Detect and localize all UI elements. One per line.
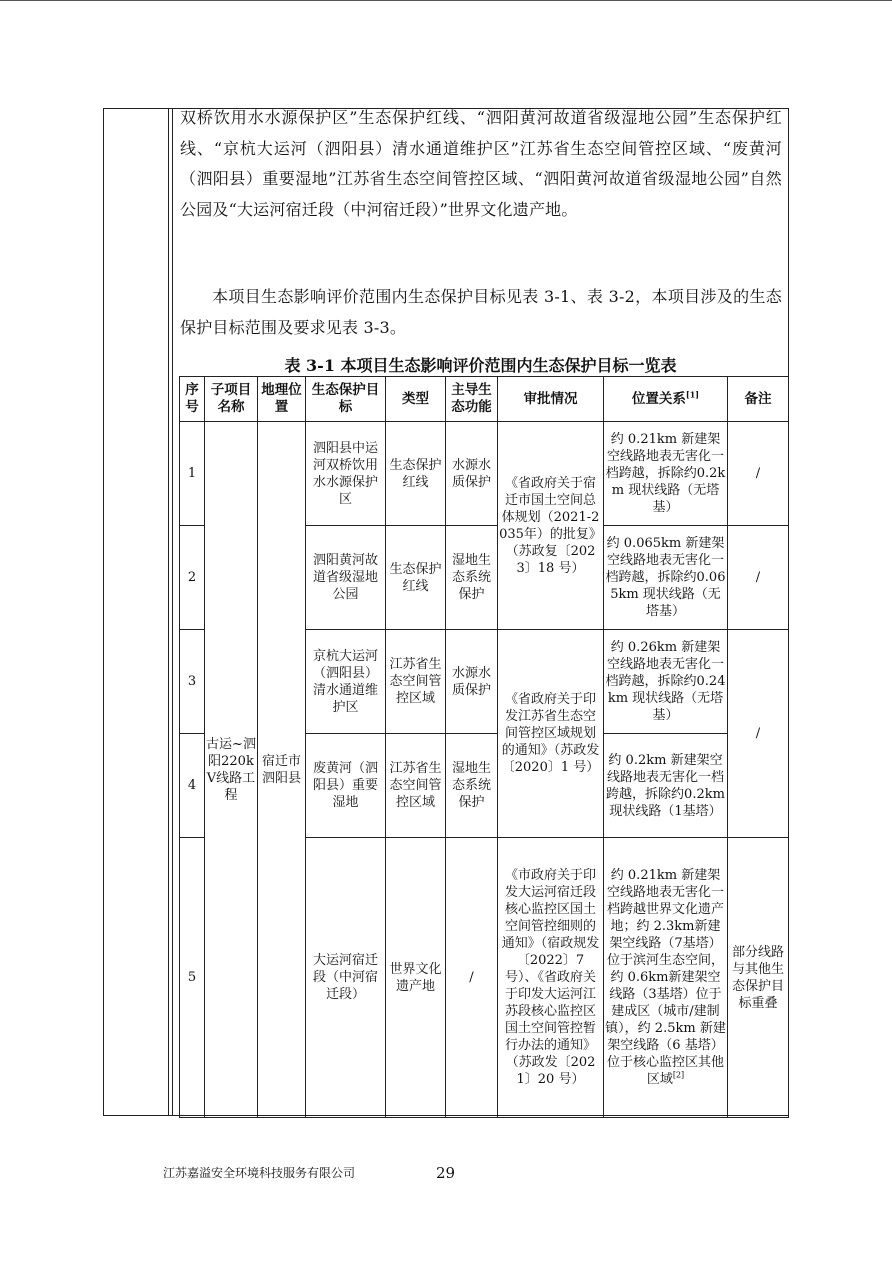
row2-function: 湿地生态系统保护 — [446, 526, 498, 630]
location-cell: 宿迁市泗阳县 — [258, 422, 306, 1118]
header-target: 生态保护目标 — [306, 377, 386, 422]
row4-seq: 4 — [180, 734, 205, 838]
row2-remark: / — [728, 526, 789, 630]
row5-target: 大运河宿迁段（中河宿迁段） — [306, 838, 386, 1118]
row5-position: 约 0.21km 新建架空线路地表无害化一档跨越世界文化遗产地；约 2.3km新建架空线路（7基塔）位于滨河生态空间，约 0.6km新建架空线路（3基塔）位于建成区（城市/建制镇），约 2.5km 新建架空线路（6 基塔）位于核心监控区其他区域 — [605, 868, 726, 1087]
header-position — [604, 377, 728, 422]
header-approval: 审批情况 — [498, 377, 604, 422]
intro-paragraph-1: 双桥饮用水水源保护区”生态保护红线、“泗阳黄河故道省级湿地公园”生态保护红线、“京杭大运河（泗阳县）清水通道维护区”江苏省生态空间管控区域、“废黄河（泗阳县）重要湿地”江苏省生态空间管控区域、“泗阳黄河故道省级湿地公园”自然公园及“大运河宿迁段（中河宿迁段）”世界文化遗产地。 — [180, 108, 782, 219]
row5-position-cell — [604, 838, 728, 1118]
row2-position: 约 0.065km 新建架空线路地表无害化一档跨越，拆除约0.065km 现状线路（无塔基） — [604, 526, 728, 630]
row2-type: 生态保护红线 — [386, 526, 446, 630]
protection-target-table — [179, 376, 789, 1118]
row2-seq: 2 — [180, 526, 205, 630]
row2-target: 泗阳黄河故道省级湿地公园 — [306, 526, 386, 630]
row5-approval: 《市政府关于印发大运河宿迁段核心监控区国土空间管控细则的通知》（宿政规发〔2022〕7 号）、《省政府关于印发大运河江苏段核心监控区国土空间管控暂行办法的通知》（苏政发〔2021〕20 号） — [498, 838, 604, 1118]
header-remark: 备注 — [728, 377, 789, 422]
table-row — [180, 422, 789, 526]
approval-rows-3-4: 《省政府关于印发江苏省生态空间管控区域规划的通知》（苏政发〔2020〕1 号） — [498, 630, 604, 838]
row4-position: 约 0.2km 新建架空线路地表无害化一档跨越，拆除约0.2km 现状线路（1基塔） — [604, 734, 728, 838]
row3-function: 水源水质保护 — [446, 630, 498, 734]
row1-seq: 1 — [180, 422, 205, 526]
row1-position: 约 0.21km 新建架空线路地表无害化一档跨越，拆除约0.2km 现状线路（无塔基） — [604, 422, 728, 526]
header-position-note: [1] — [685, 389, 700, 399]
row3-type: 江苏省生态空间管控区域 — [386, 630, 446, 734]
row3-target: 京杭大运河（泗阳县）清水通道维护区 — [306, 630, 386, 734]
row4-target: 废黄河（泗阳县）重要湿地 — [306, 734, 386, 838]
frame-divider-inner — [172, 108, 173, 1116]
remark-rows-3-4: / — [728, 630, 789, 838]
header-function: 主导生态功能 — [446, 377, 498, 422]
footer-company: 江苏嘉溢安全环境科技服务有限公司 — [163, 1166, 356, 1180]
row4-function: 湿地生态系统保护 — [446, 734, 498, 838]
row5-function: / — [446, 838, 498, 1118]
row5-remark: 部分线路与其他生态保护目标重叠 — [728, 838, 789, 1118]
approval-rows-1-2: 《省政府关于宿迁市国土空间总体规划（2021-2035年）的批复》（苏政复〔2023〕18 号） — [498, 422, 604, 630]
row1-target: 泗阳县中运河双桥饮用水水源保护区 — [306, 422, 386, 526]
row4-type: 江苏省生态空间管控区域 — [386, 734, 446, 838]
frame-divider — [168, 108, 169, 1116]
row5-seq: 5 — [180, 838, 205, 1118]
row3-position: 约 0.26km 新建架空线路地表无害化一档跨越，拆除约0.24km 现状线路（无塔基） — [604, 630, 728, 734]
header-seq: 序号 — [180, 377, 205, 422]
table-title: 表 3-1 本项目生态影响评价范围内生态保护目标一览表 — [284, 356, 677, 375]
header-type: 类型 — [386, 377, 446, 422]
row5-type: 世界文化遗产地 — [386, 838, 446, 1118]
row1-remark: / — [728, 422, 789, 526]
header-location: 地理位置 — [258, 377, 306, 422]
intro-paragraph-2: 本项目生态影响评价范围内生态保护目标见表 3-1、表 3-2，本项目涉及的生态保护目标范围及要求见表 3-3。 — [180, 287, 782, 337]
row5-position-note: [2] — [672, 1070, 685, 1080]
row1-function: 水源水质保护 — [446, 422, 498, 526]
header-position-label: 位置关系 — [631, 390, 686, 407]
header-subproject: 子项目名称 — [205, 377, 258, 422]
subproject-cell: 古运~泗阳220kV线路工程 — [205, 422, 258, 1118]
row3-seq: 3 — [180, 630, 205, 734]
row1-type: 生态保护红线 — [386, 422, 446, 526]
table-header-row — [180, 377, 789, 422]
top-rule — [0, 0, 892, 1]
page-number: 29 — [436, 1164, 456, 1182]
